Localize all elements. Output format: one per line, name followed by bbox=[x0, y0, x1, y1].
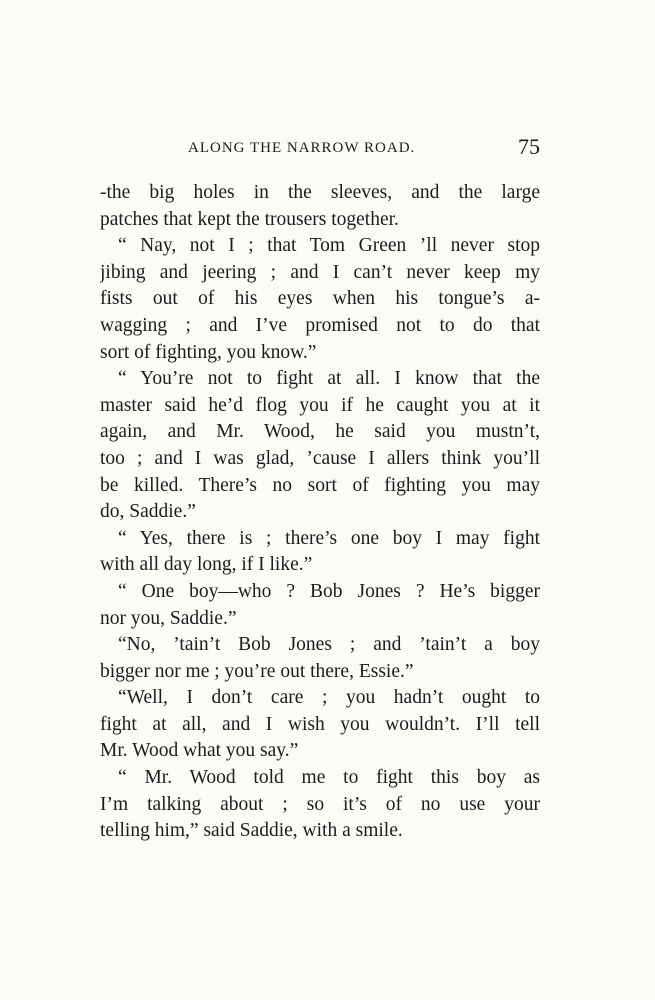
running-head bbox=[100, 134, 540, 164]
text-line: jibing and jeering ; and I can’t never keep my bbox=[100, 261, 540, 283]
text-line: do, Saddie.” bbox=[100, 501, 196, 523]
text-line: fists out of his eyes when his tongue’s a- bbox=[100, 288, 540, 310]
text-line: sort of fighting, you know.” bbox=[100, 341, 317, 363]
text-line: -the big holes in the sleeves, and the large bbox=[100, 182, 540, 203]
text-line: “ Nay, not I ; that Tom Green ’ll never stop bbox=[118, 235, 540, 257]
text-line: be killed. There’s no sort of fighting you may bbox=[100, 474, 540, 496]
text-line: with all day long, if I like.” bbox=[100, 554, 313, 576]
text-line: “Well, I don’t care ; you hadn’t ought to bbox=[118, 687, 540, 709]
text-line: fight at all, and I wish you wouldn’t. I’ll tell bbox=[100, 713, 540, 735]
text-line: nor you, Saddie.” bbox=[100, 607, 237, 629]
text-line: “ One boy—who ? Bob Jones ? He’s bigger bbox=[118, 580, 540, 602]
page-number: 75 bbox=[518, 134, 540, 159]
body-text bbox=[100, 180, 540, 845]
text-line: bigger nor me ; you’re out there, Essie.” bbox=[100, 660, 414, 682]
text-line: wagging ; and I’ve promised not to do that bbox=[100, 314, 540, 336]
text-line: “ Yes, there is ; there’s one boy I may fight bbox=[118, 527, 540, 549]
text-line: Mr. Wood what you say.” bbox=[100, 740, 299, 762]
text-line: “ You’re not to fight at all. I know that the bbox=[118, 368, 540, 390]
text-line: “No, ’tain’t Bob Jones ; and ’tain’t a boy bbox=[118, 634, 540, 656]
text-line: patches that kept the trousers together. bbox=[100, 208, 399, 230]
text-line: too ; and I was glad, ’cause I allers think you’ll bbox=[100, 447, 540, 469]
text-line: master said he’d flog you if he caught you at it bbox=[100, 394, 540, 416]
text-line: again, and Mr. Wood, he said you mustn’t, bbox=[100, 421, 540, 443]
text-line: “ Mr. Wood told me to fight this boy as bbox=[118, 767, 540, 789]
text-line: telling him,” said Saddie, with a smile. bbox=[100, 820, 403, 842]
text-line: I’m talking about ; so it’s of no use your bbox=[100, 793, 540, 815]
running-title: ALONG THE NARROW ROAD. bbox=[188, 140, 416, 156]
